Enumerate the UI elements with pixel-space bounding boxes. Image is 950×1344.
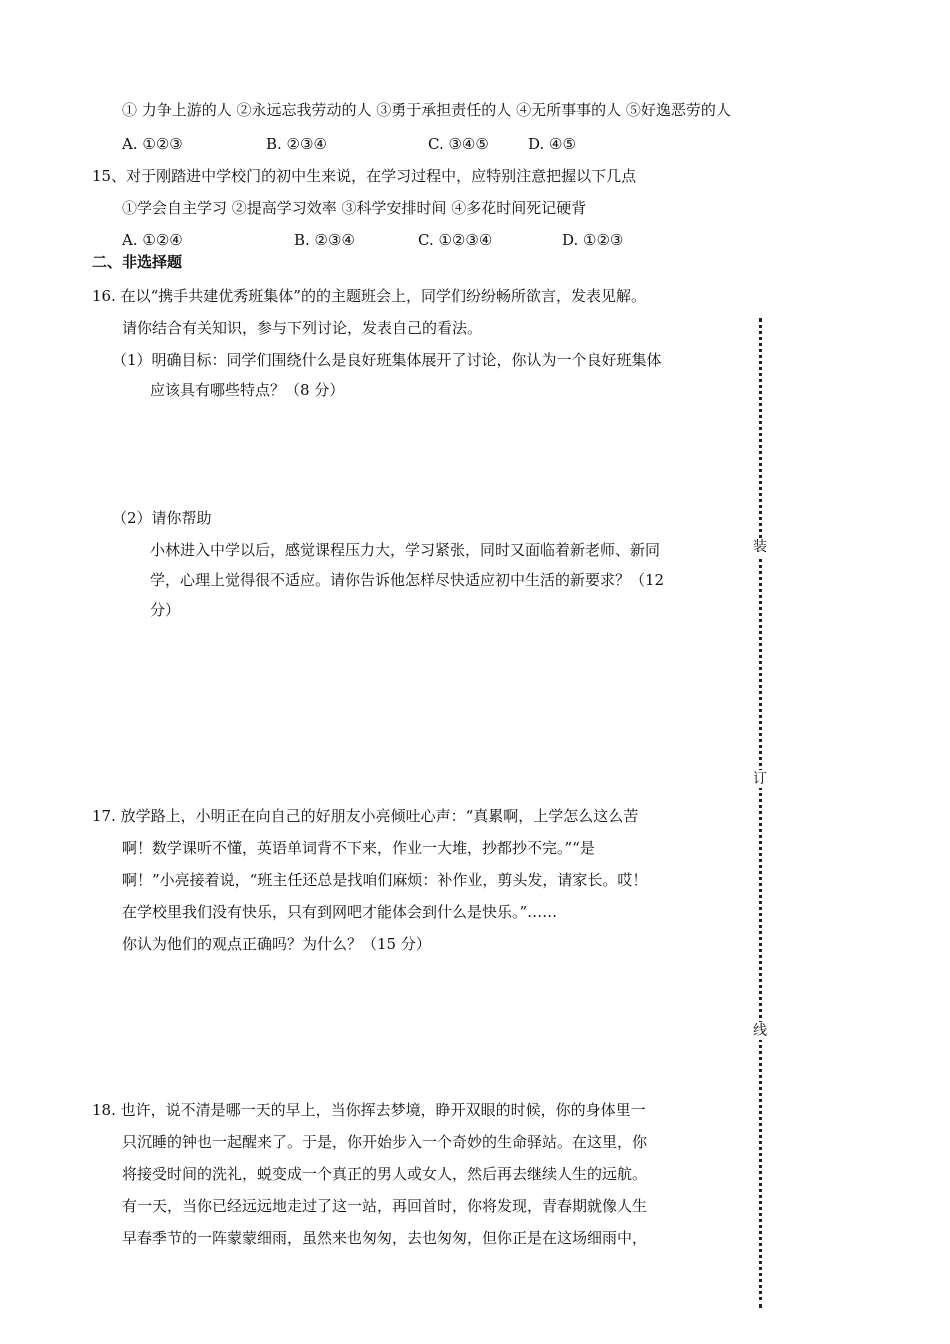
binding-char-zhuang: 装 bbox=[750, 538, 770, 556]
q15-option-b: B. ②③④ bbox=[294, 231, 355, 249]
section-title: 二、非选择题 bbox=[92, 253, 183, 271]
q17-line-1: 17. 放学路上，小明正在向自己的好朋友小亮倾吐心声：“真累啊，上学怎么这么苦 bbox=[92, 807, 639, 825]
q18-line-1: 18. 也许，说不清是哪一天的早上，当你挥去梦境，睁开双眼的时候，你的身体里一 bbox=[92, 1101, 646, 1119]
q16-sub1-line-1: （1）明确目标：同学们围绕什么是良好班集体展开了讨论，你认为一个良好班集体 bbox=[112, 351, 662, 369]
q16-sub2-title: （2）请你帮助 bbox=[112, 509, 212, 527]
q14-option-b: B. ②③④ bbox=[266, 135, 327, 153]
q18-line-5: 早春季节的一阵蒙蒙细雨，虽然来也匆匆，去也匆匆，但你正是在这场细雨中， bbox=[122, 1229, 648, 1247]
q15-option-c: C. ①②③④ bbox=[418, 231, 493, 249]
q16-sub2-line-1: 小林进入中学以后，感觉课程压力大，学习紧张，同时又面临着新老师、新同 bbox=[150, 541, 661, 559]
binding-dotted-line bbox=[759, 318, 762, 1308]
q15-stem: 15、对于刚踏进中学校门的初中生来说，在学习过程中，应特别注意把握以下几点 bbox=[92, 167, 637, 185]
q17-line-2: 啊！数学课听不懂，英语单词背不下来，作业一大堆，抄都抄不完。”“是 bbox=[122, 839, 595, 857]
q18-line-2: 只沉睡的钟也一起醒来了。于是，你开始步入一个奇妙的生命驿站。在这里，你 bbox=[122, 1133, 648, 1151]
q17-line-4: 在学校里我们没有快乐，只有到网吧才能体会到什么是快乐。”…… bbox=[122, 903, 558, 921]
q16-line-1: 16. 在以“携手共建优秀班集体”的的主题班会上，同学们纷纷畅所欲言，发表见解。 bbox=[92, 287, 646, 305]
q14-option-a: A. ①②③ bbox=[122, 135, 183, 153]
q16-sub2-line-2: 学，心理上觉得很不适应。请你告诉他怎样尽快适应初中生活的新要求？（12 bbox=[150, 571, 665, 589]
q16-line-2: 请你结合有关知识，参与下列讨论，发表自己的看法。 bbox=[122, 319, 483, 337]
q16-sub2-line-3: 分） bbox=[150, 601, 181, 619]
q14-option-d: D. ④⑤ bbox=[528, 135, 576, 153]
q14-items: ① 力争上游的人 ②永远忘我劳动的人 ③勇于承担责任的人 ④无所事事的人 ⑤好逸恶劳的人 bbox=[122, 101, 731, 119]
q18-line-4: 有一天，当你已经远远地走过了这一站，再回首时，你将发现，青春期就像人生 bbox=[122, 1197, 648, 1215]
binding-char-xian: 线 bbox=[750, 1022, 770, 1040]
q15-items: ①学会自主学习 ②提高学习效率 ③科学安排时间 ④多花时间死记硬背 bbox=[122, 199, 587, 217]
q16-sub1-line-2: 应该具有哪些特点？（8 分） bbox=[150, 381, 345, 399]
q18-line-3: 将接受时间的洗礼，蜕变成一个真正的男人或女人，然后再去继续人生的远航。 bbox=[122, 1165, 648, 1183]
q15-option-a: A. ①②④ bbox=[122, 231, 183, 249]
q17-line-3: 啊！”小亮接着说，“班主任还总是找咱们麻烦：补作业，剪头发，请家长。哎！ bbox=[122, 871, 648, 889]
binding-char-ding: 订 bbox=[750, 770, 770, 788]
q14-option-c: C. ③④⑤ bbox=[428, 135, 489, 153]
q15-option-d: D. ①②③ bbox=[562, 231, 624, 249]
q17-line-5: 你认为他们的观点正确吗？为什么？（15 分） bbox=[122, 935, 431, 953]
